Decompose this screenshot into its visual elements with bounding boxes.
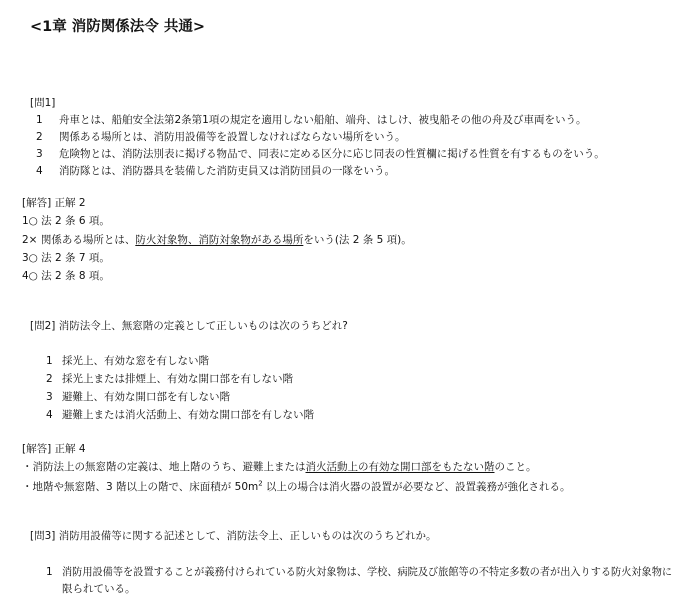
q2-explanation-1-underlined: 消火活動上の有効な開口部をもたない階 xyxy=(305,461,495,473)
q1-option-2-num: 2 xyxy=(36,131,43,143)
q2-explanation-2 xyxy=(22,480,571,494)
q1-option-1-num: 1 xyxy=(36,114,43,126)
q2-explanation-1 xyxy=(22,460,537,474)
q2-option-4-text: 避難上または消火活動上、有効な開口部を有しない階 xyxy=(62,409,314,421)
q2-question: [問2] 消防法令上、無窓階の定義として正しいものは次のうちどれ? xyxy=(30,320,348,332)
q3-option-1-num: 1 xyxy=(46,566,53,578)
q2-option-4-num: 4 xyxy=(46,409,53,421)
q1-option-4-text: 消防隊とは、消防器具を装備した消防吏員又は消防団員の一隊をいう。 xyxy=(59,165,395,177)
q1-answer-2-post: をいう(法 2 条 5 項)。 xyxy=(303,234,412,246)
q2-option-1-num: 1 xyxy=(46,355,53,367)
q1-answer-2-underlined: 防火対象物、消防対象物がある場所 xyxy=(135,234,304,246)
q2-option-2-text: 採光上または排煙上、有効な開口部を有しない階 xyxy=(62,373,293,385)
q1-answer-3: 3○ 法 2 条 7 項。 xyxy=(22,252,110,264)
q1-option-3-text: 危険物とは、消防法別表に掲げる物品で、同表に定める区分に応じ同表の性質欄に掲げる性質を有するものをいう。 xyxy=(59,148,605,160)
q1-answer-2-pre: 2× 関係ある場所とは、 xyxy=(22,234,136,246)
q2-answer-header: [解答] 正解 4 xyxy=(22,443,86,455)
q2-option-1-text: 採光上、有効な窓を有しない階 xyxy=(62,355,209,367)
q1-answer-4: 4○ 法 2 条 8 項。 xyxy=(22,270,110,282)
q2-explanation-2-post: 以上の場合は消火器の設置が必要など、設置義務が強化される。 xyxy=(262,481,571,493)
q2-option-3-text: 避難上、有効な開口部を有しない階 xyxy=(62,391,230,403)
q1-option-4-num: 4 xyxy=(36,165,43,177)
q2-explanation-2-pre: ・地階や無窓階、3 階以上の階で、床面積が 50m xyxy=(22,481,259,493)
q1-option-1-text: 舟車とは、船舶安全法第2条第1項の規定を適用しない船舶、端舟、はしけ、被曳船その他の舟及び車両をいう。 xyxy=(59,114,587,126)
q2-option-3-num: 3 xyxy=(46,391,53,403)
q1-label: [問1] xyxy=(30,97,56,109)
q2-explanation-1-pre: ・消防法上の無窓階の定義は、地上階のうち、避難上または xyxy=(22,461,306,473)
chapter-title: <1章 消防関係法令 共通> xyxy=(30,19,205,35)
q1-answer-1: 1○ 法 2 条 6 項。 xyxy=(22,215,110,227)
q1-option-3-num: 3 xyxy=(36,148,43,160)
q2-explanation-1-post: のこと。 xyxy=(494,461,537,473)
q2-explanation-2-sup: 2 xyxy=(258,479,263,488)
q1-answer-header: [解答] 正解 2 xyxy=(22,197,86,209)
q1-option-2-text: 関係ある場所とは、消防用設備等を設置しなければならない場所をいう。 xyxy=(59,131,406,143)
q2-option-2-num: 2 xyxy=(46,373,53,385)
q3-option-1-line2: 限られている。 xyxy=(62,583,136,595)
q3-question: [問3] 消防用設備等に関する記述として、消防法令上、正しいものは次のうちどれか。 xyxy=(30,530,437,542)
q1-answer-2 xyxy=(22,233,412,247)
q3-option-1-line1: 消防用設備等を設置することが義務付けられている防火対象物は、学校、病院及び旅館等の不特定多数の者が出入りする防火対象物に xyxy=(62,566,673,578)
